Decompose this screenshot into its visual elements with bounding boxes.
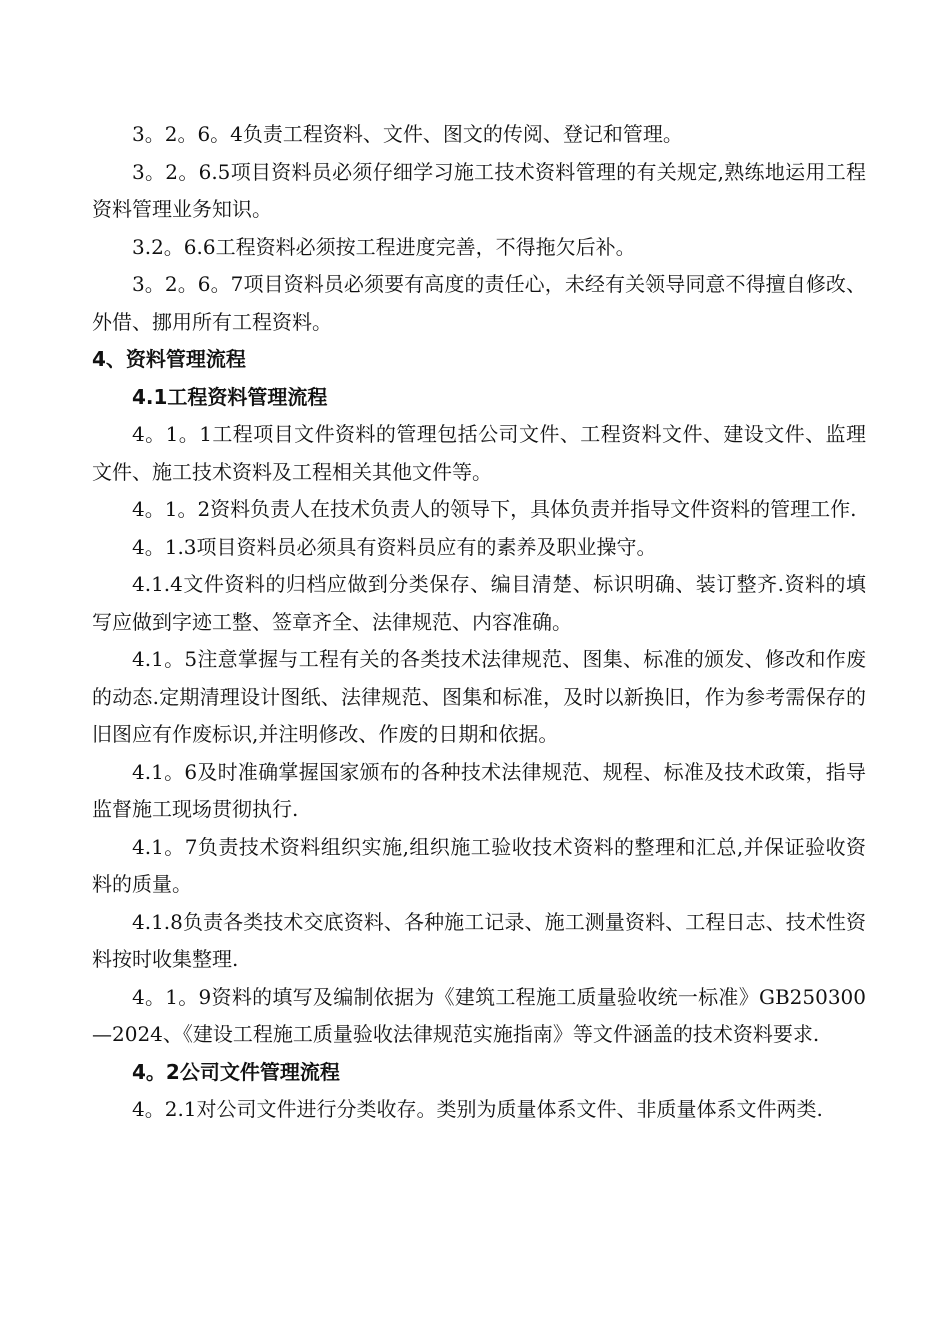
paragraph-4-2-1: 4。2.1对公司文件进行分类收存。类别为质量体系文件、非质量体系文件两类. bbox=[132, 1097, 823, 1121]
paragraph-4-1-1: 4。1。1工程项目文件资料的管理包括公司文件、工程资料文件、建设文件、监理文件、施工技术资料及工程相关其他文件等。 bbox=[92, 422, 866, 484]
paragraph-4-1-3: 4。1.3项目资料员必须具有资料员应有的素养及职业操守。 bbox=[132, 534, 657, 559]
section-heading-4: 4、资料管理流程 bbox=[92, 347, 246, 371]
paragraph-4-1-4: 4.1.4文件资料的归档应做到分类保存、编目清楚、标识明确、装订整齐.资料的填写应做到字迹工整、签章齐全、法律规范、内容准确。 bbox=[92, 572, 866, 634]
paragraph-3-2-6-5: 3。2。6.5项目资料员必须仔细学习施工技术资料管理的有关规定,熟练地运用工程资料管理业务知识。 bbox=[92, 159, 866, 221]
subsection-heading-4-1: 4.1工程资料管理流程 bbox=[132, 384, 328, 409]
paragraph-3-2-6-7: 3。2。6。7项目资料员必须要有高度的责任心，未经有关领导同意不得擅自修改、外借、挪用所有工程资料。 bbox=[92, 272, 866, 334]
paragraph-4-1-8: 4.1.8负责各类技术交底资料、各种施工记录、施工测量资料、工程日志、技术性资料按时收集整理. bbox=[92, 909, 866, 971]
paragraph-4-1-9: 4。1。9资料的填写及编制依据为《建筑工程施工质量验收统一标准》GB250300—2024、《建设工程施工质量验收法律规范实施指南》等文件涵盖的技术资料要求. bbox=[92, 984, 866, 1046]
paragraph-3-2-6-6: 3.2。6.6工程资料必须按工程进度完善，不得拖欠后补。 bbox=[132, 234, 636, 259]
paragraph-4-1-7: 4.1。7负责技术资料组织实施,组织施工验收技术资料的整理和汇总,并保证验收资料的质量。 bbox=[92, 834, 866, 896]
paragraph-4-1-6: 4.1。6及时准确掌握国家颁布的各种技术法律规范、规程、标准及技术政策，指导监督施工现场贯彻执行. bbox=[92, 759, 866, 821]
document-page bbox=[92, 116, 866, 1129]
paragraph-4-1-2: 4。1。2资料负责人在技术负责人的领导下，具体负责并指导文件资料的管理工作. bbox=[132, 497, 857, 521]
paragraph-4-1-5: 4.1。5注意掌握与工程有关的各类技术法律规范、图集、标准的颁发、修改和作废的动态.定期清理设计图纸、法律规范、图集和标准，及时以新换旧，作为参考需保存的旧图应有作废标识,并注明修改、作废的日期和依据。 bbox=[92, 647, 866, 746]
subsection-heading-4-2: 4。2公司文件管理流程 bbox=[132, 1059, 340, 1084]
paragraph-3-2-6-4: 3。2。6。4负责工程资料、文件、图文的传阅、登记和管理。 bbox=[132, 122, 683, 146]
